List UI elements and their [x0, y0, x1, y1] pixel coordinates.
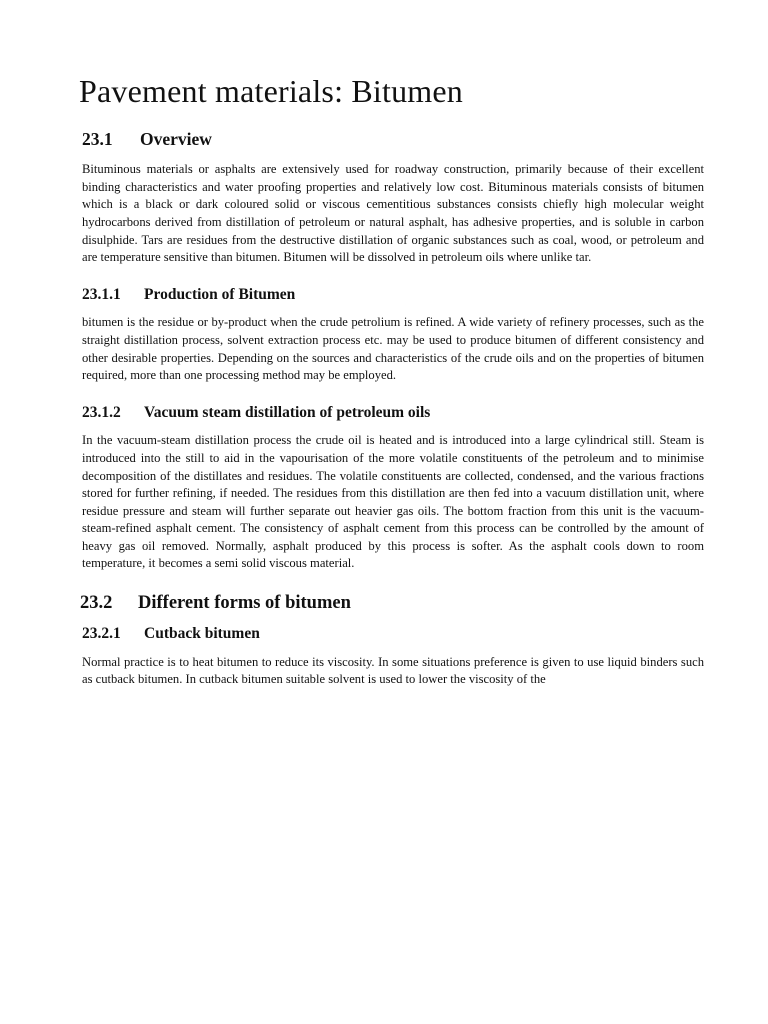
subsection-number: 23.1.2 — [82, 403, 121, 421]
section-title: Overview — [140, 129, 212, 150]
chapter-title: Pavement materials: Bitumen — [79, 73, 463, 109]
subsection-heading-vacuum-steam — [82, 404, 704, 423]
section-number: 23.1 — [82, 129, 113, 150]
subsection-title: Cutback bitumen — [144, 625, 260, 643]
subsection-title: Vacuum steam distillation of petroleum oils — [144, 403, 431, 421]
paragraph-overview: Bituminous materials or asphalts are extensively used for roadway construction, primarily because of their excellent binding characteristics and water proofing properties and relatively low cost. Bituminous materials consists of bitumen which is a black or dark coloured solid or viscous cementitious substances consists chiefly high molecular weight hydrocarbons derived from distillation of petroleum or natural asphalt, has adhesive properties, and is soluble in carbon disulphide. Tars are residues from the destructive distillation of organic substances such as coal, wood, or petroleum and are temperature sensitive than bitumen. Bitumen will be dissolved in petroleum oils where unlike tar. — [82, 162, 704, 265]
subsection-heading-production — [82, 286, 704, 305]
section-heading-overview — [82, 129, 704, 150]
paragraph-production: bitumen is the residue or by-product when the crude petrolium is refined. A wide variety of refinery processes, such as the straight distillation process, solvent extraction process etc. may be used to produce bitumen of different consistency and other desirable properties. Depending on the sources and characteristics of the crude oils and on the properties of bitumen required, more than one processing method may be employed. — [82, 315, 704, 383]
subsection-heading-cutback — [82, 625, 704, 644]
section-number: 23.2 — [80, 593, 113, 614]
paragraph-vacuum-steam: In the vacuum-steam distillation process the crude oil is heated and is introduced into a large cylindrical still. Steam is introduced into the still to aid in the vapourisation of the more volatile constituents of the petroleum and to minimise decomposition of the distillates and residues. The volatile constituents are collected, condensed, and the various fractions stored for further refining, if needed. The residues from this distillation are then fed into a vacuum distillation unit, where residue pressure and steam will further separate out heavier gas oils. The bottom fraction from this unit is the vacuum-steam-refined asphalt cement. The consistency of asphalt cement from this process can be controlled by the amount of heavy gas oil removed. Normally, asphalt produced by this process is softer. As the asphalt cools down to room temperature, it becomes a semi solid viscous material. — [82, 433, 704, 571]
section-title: Different forms of bitumen — [138, 593, 351, 614]
subsection-number: 23.2.1 — [82, 625, 121, 643]
subsection-title: Production of Bitumen — [144, 285, 296, 303]
section-heading-different-forms — [80, 592, 704, 614]
paragraph-cutback: Normal practice is to heat bitumen to reduce its viscosity. In some situations preference is given to use liquid binders such as cutback bitumen. In cutback bitumen suitable solvent is used to lower the viscosity of the — [82, 654, 704, 687]
subsection-number: 23.1.1 — [82, 285, 121, 303]
